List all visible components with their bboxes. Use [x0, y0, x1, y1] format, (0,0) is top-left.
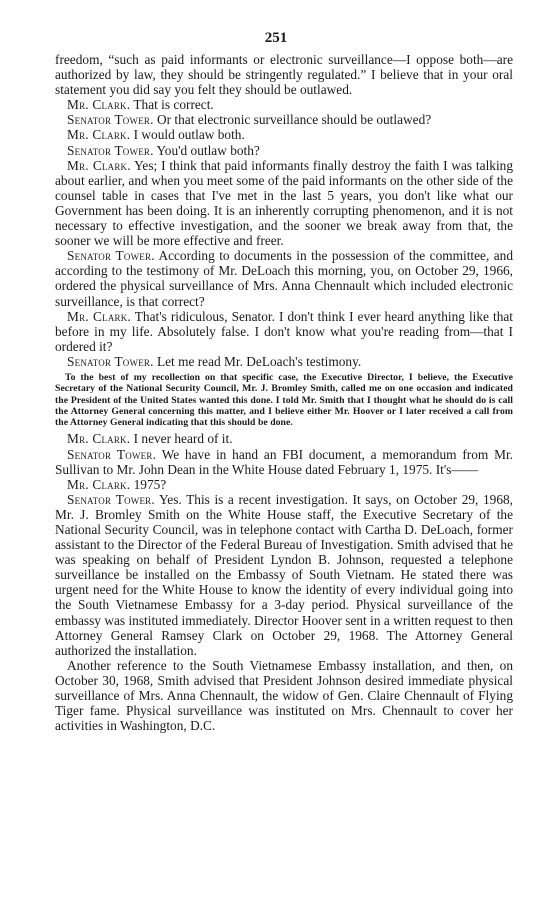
page-number: 251 — [264, 30, 288, 46]
paragraph-text: Yes; I think that paid informants finally destroy the faith I was talking about earlier, and when you meet some of the paid informants on the other side of the counsel table in cases that I've met in the last 5 years, you don't like what our Government has been doing. It is an inherently corrupting phenomenon, and it is not necessary to effective investigation, and the sooner we break away from that, the sooner we will be more effective and freer. — [55, 157, 513, 249]
speaker-label: Senator Tower. — [67, 142, 154, 158]
speaker-label: Mr. Clark. — [67, 476, 131, 492]
paragraph — [55, 143, 513, 158]
paragraph — [55, 492, 513, 658]
paragraph — [55, 52, 513, 97]
paragraph — [55, 158, 513, 249]
paragraph — [55, 431, 513, 446]
paragraph-text: 1975? — [130, 476, 167, 492]
paragraph-text: Or that electronic surveillance should be outlawed? — [153, 112, 432, 128]
body-text — [55, 52, 513, 733]
quoted-testimony: To the best of my recollection on that specific case, the Executive Director, I believe, the Executive Secretary of the National Security Council, Mr. J. Bromley Smith, called me on one occasion and indicated the President of the United States wanted this done. I told Mr. Smith that I thought what he should do is call the Attorney General concerning this matter, and I believe either Mr. Hoover or I later received a call from the Attorney General indicating that this should be done. — [55, 371, 513, 429]
speaker-label: Senator Tower. — [67, 446, 157, 462]
paragraph — [55, 447, 513, 477]
paragraph-text: Yes. This is a recent investigation. It says, on October 29, 1968, Mr. J. Bromley Smith on the White House staff, the Executive Secretary of the National Security Council, was in telephone contact with Cartha D. DeLoach, former assistant to the Director of the Federal Bureau of Investigation. Smith advised that he was speaking on behalf of President Lyndon B. Johnson, requested a telephone surveillance be installed on the Embassy of South Vietnam. He stated there was urgent need for the White House to know the identity of every individual going into the South Vietnamese Embassy for a 3-day period. Physical surveillance of the embassy was instituted immediately. Director Hoover sent in a written request to then Attorney General Ramsey Clark on October 29, 1968. The Attorney General authorized the installation. — [55, 491, 513, 658]
paragraph — [55, 248, 513, 308]
paragraph-text: That is correct. — [130, 97, 214, 113]
speaker-label: Senator Tower. — [67, 112, 154, 128]
speaker-label: Mr. Clark. — [67, 308, 131, 324]
speaker-label: Senator Tower. — [67, 491, 155, 507]
paragraph — [55, 127, 513, 142]
speaker-label: Senator Tower. — [67, 353, 154, 369]
speaker-label: Mr. Clark. — [67, 127, 131, 143]
speaker-label: Mr. Clark. — [67, 157, 131, 173]
paragraph-text: According to documents in the possession of the committee, and according to the testimony of Mr. DeLoach this morning, you, on October 29, 1966, ordered the physical surveillance of Mrs. Anna Chennault which included electronic surveillance, is that correct? — [55, 248, 514, 309]
paragraph-text: You'd outlaw both? — [153, 142, 260, 158]
speaker-label: Mr. Clark. — [67, 97, 131, 113]
speaker-label: Senator Tower. — [67, 248, 155, 264]
paragraph — [55, 354, 513, 369]
paragraph-text: I would outlaw both. — [130, 127, 245, 143]
paragraph-text: Another reference to the South Vietnamese Embassy installation, and then, on October 30, 1968, Smith advised that President Johnson desired immediate physical surveillance of Mrs. Anna Chennault, the widow of Gen. Claire Chennault of Flying Tiger fame. Physical surveillance was instituted on Mrs. Chennault to cover her activities in Washington, D.C. — [55, 657, 513, 734]
paragraph-text: We have in hand an FBI document, a memorandum from Mr. Sullivan to Mr. John Dean in the White House dated February 1, 1975. It's—— — [55, 446, 514, 477]
paragraph-text: freedom, “such as paid informants or electronic surveillance—I oppose both—are authorized by law, they should be stringently regulated.” I believe that in your oral statement you did say you felt they should be outlawed. — [55, 52, 513, 98]
paragraph — [55, 97, 513, 112]
paragraph-text: I never heard of it. — [130, 431, 233, 447]
paragraph-text: That's ridiculous, Senator. I don't think I ever heard anything like that before in my life. Absolutely false. I don't know what you're reading from—that I ordered it? — [55, 308, 513, 354]
paragraph — [55, 309, 513, 354]
paragraph-text: Let me read Mr. DeLoach's testimony. — [153, 353, 362, 369]
paragraph — [55, 112, 513, 127]
paragraph — [55, 658, 513, 733]
speaker-label: Mr. Clark. — [67, 431, 131, 447]
paragraph — [55, 477, 513, 492]
